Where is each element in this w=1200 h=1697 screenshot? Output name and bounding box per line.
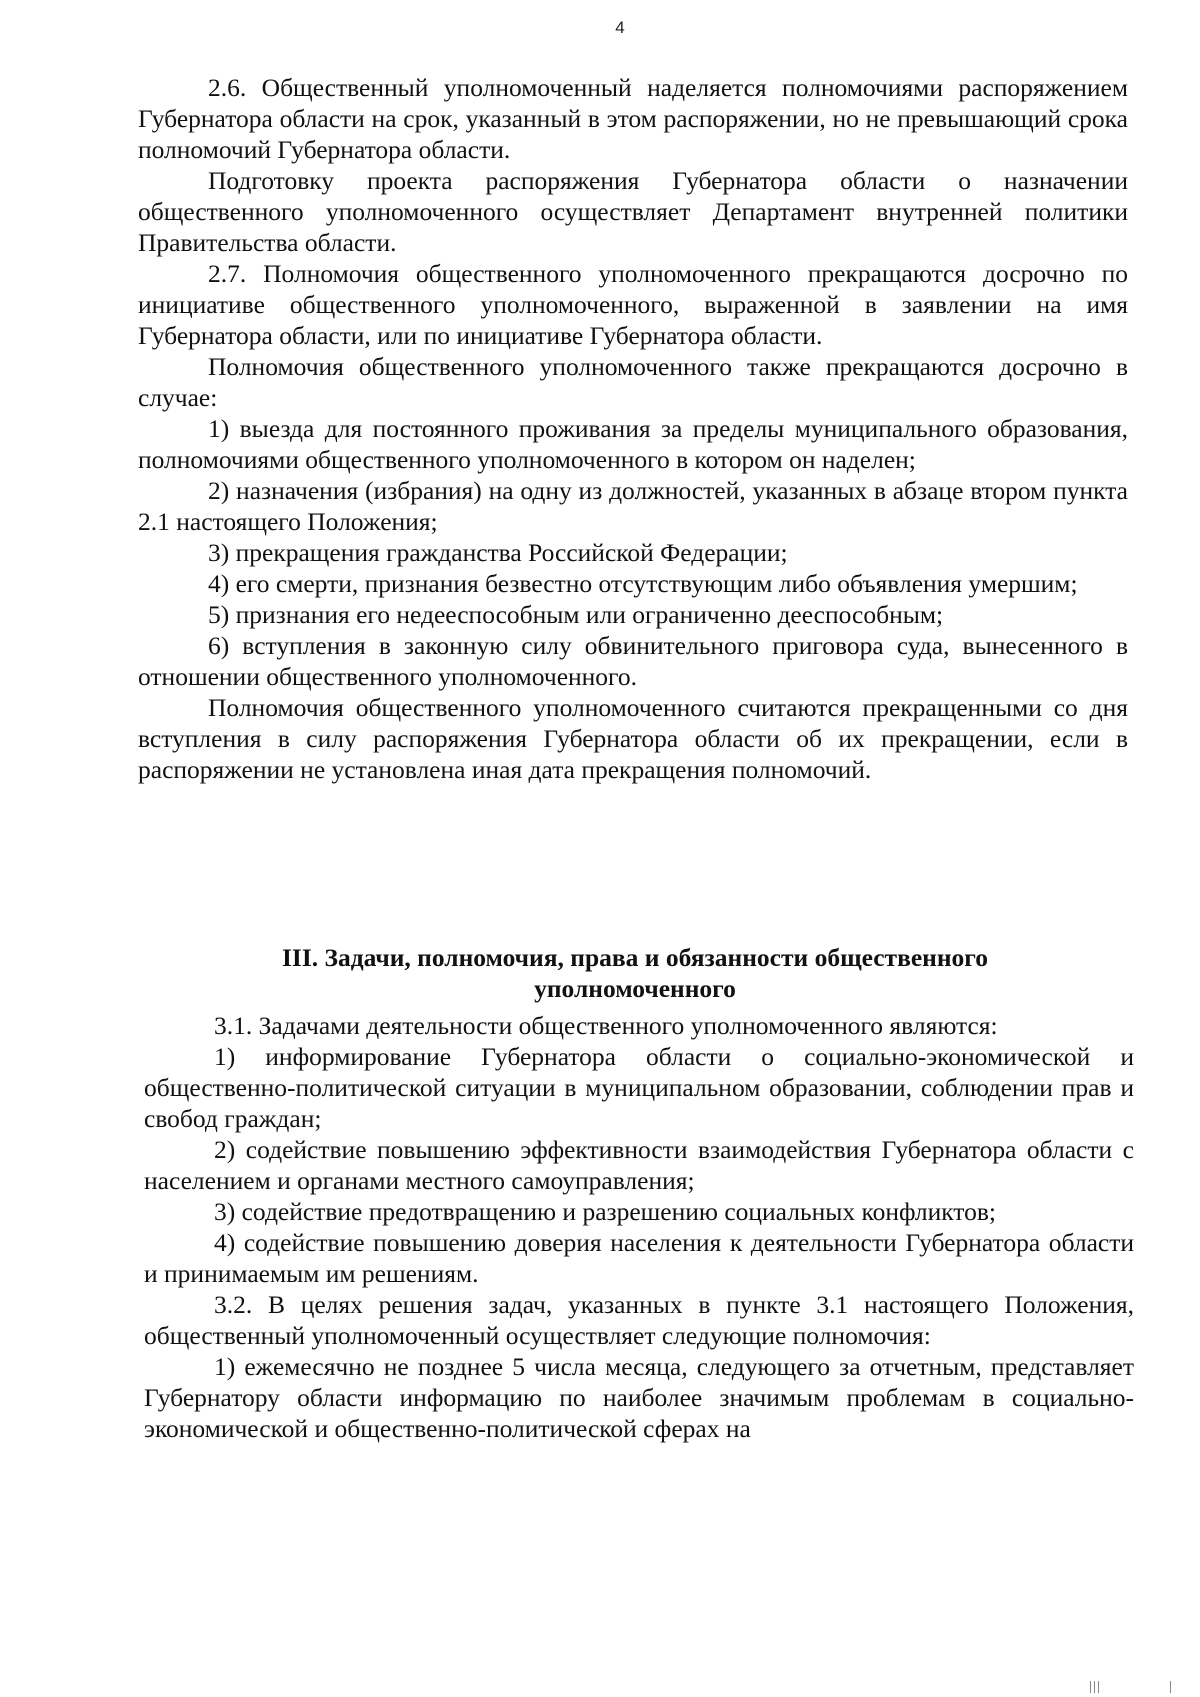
list-item-conviction: 6) вступления в законную силу обвинительного приговора суда, вынесенного в отношении общественного уполномоченного. [138, 631, 1128, 691]
list-item-trust: 4) содействие повышению доверия населения к деятельности Губернатора области и принимаемым им решениям. [144, 1228, 1134, 1288]
scan-mark [1098, 1681, 1099, 1693]
list-item-departure: 1) выезда для постоянного проживания за пределы муниципального образования, полномочиями общественного уполномоченного в котором он наделен; [138, 414, 1128, 474]
list-item-death: 4) его смерти, признания безвестно отсутствующим либо объявления умершим; [208, 569, 1078, 598]
list-item-interaction: 2) содействие повышению эффективности взаимодействия Губернатора области с населением и органами местного самоуправления; [144, 1135, 1134, 1195]
section-three-heading [140, 942, 1130, 1004]
list-item-informing: 1) информирование Губернатора области о социально-экономической и общественно-политической ситуации в муниципальном образовании, соблюдении прав и свобод граждан; [144, 1042, 1134, 1133]
list-item-conflicts: 3) содействие предотвращению и разрешению социальных конфликтов; [214, 1197, 996, 1226]
scan-mark [1094, 1681, 1095, 1693]
scan-mark [1170, 1681, 1171, 1693]
section-three-text [144, 1010, 1134, 1444]
paragraph-2-7: 2.7. Полномочия общественного уполномоченного прекращаются досрочно по инициативе общественного уполномоченного, выраженной в заявлении на имя Губернатора области, или по инициативе Губернатора области. [138, 259, 1128, 350]
paragraph-early-termination: Полномочия общественного уполномоченного также прекращаются досрочно в случае: [138, 352, 1128, 412]
section-three-heading-line1: III. Задачи, полномочия, права и обязанности общественного [281, 943, 988, 972]
list-item-monthly-report: 1) ежемесячно не позднее 5 числа месяца, следующего за отчетным, представляет Губернатору области информацию по наиболее значимым проблемам в социально-экономической и общественно-политической сферах на [144, 1352, 1134, 1443]
paragraph-draft-order: Подготовку проекта распоряжения Губернатора области о назначении общественного уполномоченного осуществляет Департамент внутренней политики Правительства области. [138, 166, 1128, 257]
paragraph-3-1: 3.1. Задачами деятельности общественного уполномоченного являются: [214, 1011, 998, 1040]
section-two-text [138, 72, 1128, 785]
list-item-appointment: 2) назначения (избрания) на одну из должностей, указанных в абзаце втором пункта 2.1 настоящего Положения; [138, 476, 1128, 536]
list-item-incapacity: 5) признания его недееспособным или ограниченно дееспособным; [208, 600, 944, 629]
section-three-heading-line2: уполномоченного [534, 974, 736, 1003]
paragraph-termination-date: Полномочия общественного уполномоченного считаются прекращенными со дня вступления в силу распоряжения Губернатора области об их прекращении, если в распоряжении не установлена иная дата прекращения полномочий. [138, 693, 1128, 784]
paragraph-2-6: 2.6. Общественный уполномоченный наделяется полномочиями распоряжением Губернатора области на срок, указанный в этом распоряжении, но не превышающий срока полномочий Губернатора области. [138, 73, 1128, 164]
scan-mark [1090, 1681, 1091, 1693]
page-number: 4 [615, 18, 625, 37]
paragraph-3-2: 3.2. В целях решения задач, указанных в пункте 3.1 настоящего Положения, общественный уполномоченный осуществляет следующие полномочия: [144, 1290, 1134, 1350]
list-item-citizenship: 3) прекращения гражданства Российской Федерации; [208, 538, 788, 567]
